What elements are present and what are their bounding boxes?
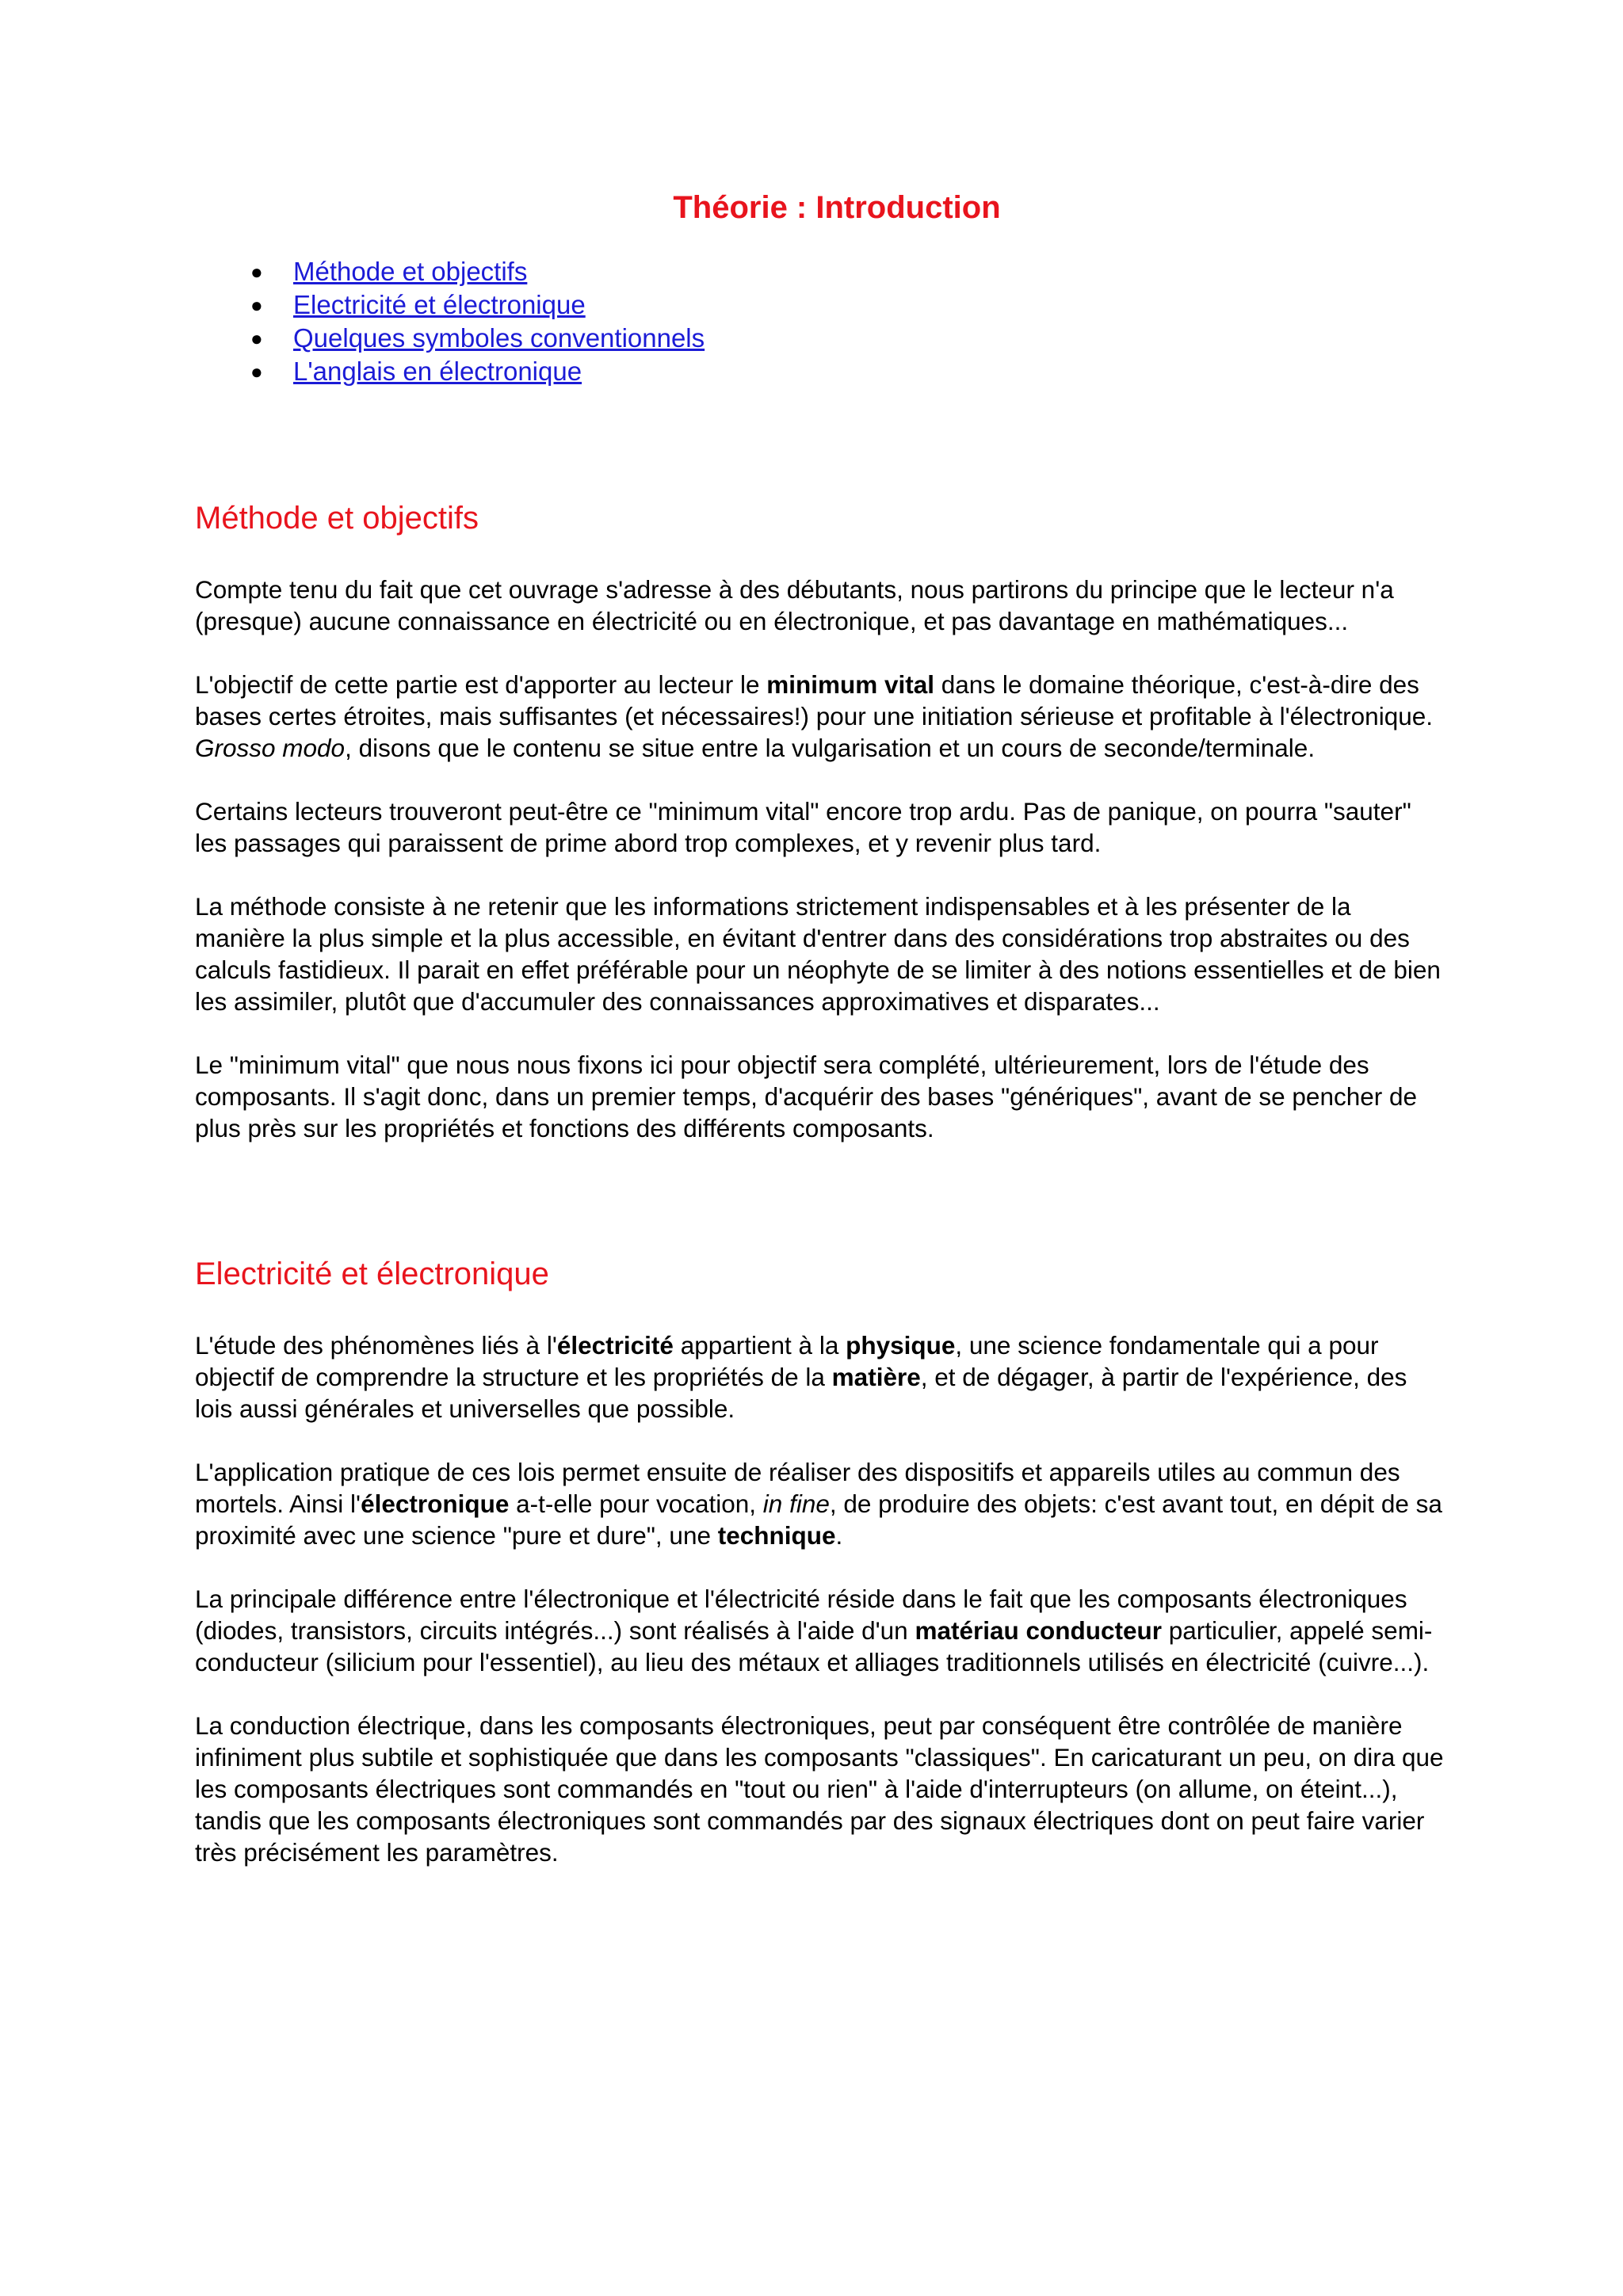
section-heading-electricite: Electricité et électronique: [195, 1257, 549, 1291]
page-title: Théorie : Introduction: [673, 190, 1001, 225]
paragraph: L'objectif de cette partie est d'apporter au lecteur le minimum vital dans le domaine théorique, c'est-à-dire des bases certes étroites, mais suffisantes (et nécessaires!) pour une initiation sérieuse et profitable à l'électronique. Grosso modo, disons que le contenu se situe entre la vulgarisation et un cours de seconde/terminale.: [195, 670, 1434, 762]
paragraph: Certains lecteurs trouveront peut-être ce "minimum vital" encore trop ardu. Pas de panique, on pourra "sauter" les passages qui paraissent de prime abord trop complexes, et y revenir plus tard.: [195, 797, 1411, 857]
bullet-icon: ●: [250, 293, 263, 317]
toc-item: [250, 288, 1447, 322]
bullet-icon: ●: [250, 260, 263, 284]
paragraph: La conduction électrique, dans les composants électroniques, peut par conséquent être contrôlée de manière infiniment plus subtile et sophistiquée que dans les composants "classiques". En caricaturant un peu, on dira que les composants électriques sont commandés en "tout ou rien" à l'aide d'interrupteurs (on allume, on éteint...), tandis que les composants électroniques sont commandés par des signaux électriques dont on peut faire varier très précisément les paramètres.: [195, 1711, 1444, 1867]
paragraph: La principale différence entre l'électronique et l'électricité réside dans le fait que les composants électroniques (diodes, transistors, circuits intégrés...) sont réalisés à l'aide d'un matériau conducteur particulier, appelé semi-conducteur (silicium pour l'essentiel), au lieu des métaux et alliages traditionnels utilisés en électricité (cuivre...).: [195, 1585, 1433, 1676]
paragraph: La méthode consiste à ne retenir que les informations strictement indispensables et à les présenter de la manière la plus simple et la plus accessible, en évitant d'entrer dans des considérations trop abstraites ou des calculs fastidieux. Il parait en effet préférable pour un néophyte de se limiter à des notions essentielles et de bien les assimiler, plutôt que d'accumuler des connaissances approximatives et disparates...: [195, 892, 1441, 1016]
paragraph: L'application pratique de ces lois permet ensuite de réaliser des dispositifs et appareils utiles au commun des mortels. Ainsi l'électronique a-t-elle pour vocation, in fine, de produire des objets: c'est avant tout, en dépit de sa proximité avec une science "pure et dure", une technique.: [195, 1458, 1442, 1550]
table-of-contents: [195, 255, 1447, 388]
paragraph: Compte tenu du fait que cet ouvrage s'adresse à des débutants, nous partirons du principe que le lecteur n'a (presque) aucune connaissance en électricité ou en électronique, et pas davantage en mathématiques...: [195, 575, 1394, 635]
bullet-icon: ●: [250, 360, 263, 383]
bullet-icon: ●: [250, 326, 263, 350]
section-heading-methode: Méthode et objectifs: [195, 501, 479, 536]
paragraph: L'étude des phénomènes liés à l'électricité appartient à la physique, une science fondamentale qui a pour objectif de comprendre la structure et les propriétés de la matière, et de dégager, à partir de l'expérience, des lois aussi générales et universelles que possible.: [195, 1331, 1407, 1423]
toc-link-electricite[interactable]: Electricité et électronique: [293, 290, 586, 319]
toc-link-anglais[interactable]: L'anglais en électronique: [293, 357, 582, 386]
toc-link-symboles[interactable]: Quelques symboles conventionnels: [293, 323, 705, 353]
paragraph: Le "minimum vital" que nous nous fixons ici pour objectif sera complété, ultérieurement, lors de l'étude des composants. Il s'agit donc, dans un premier temps, d'acquérir des bases "génériques", avant de se pencher de plus près sur les propriétés et fonctions des différents composants.: [195, 1051, 1418, 1142]
document-page: [195, 189, 1447, 1868]
toc-link-methode[interactable]: Méthode et objectifs: [293, 257, 528, 286]
toc-item: [250, 255, 1447, 288]
toc-item: [250, 355, 1447, 388]
toc-item: [250, 322, 1447, 355]
